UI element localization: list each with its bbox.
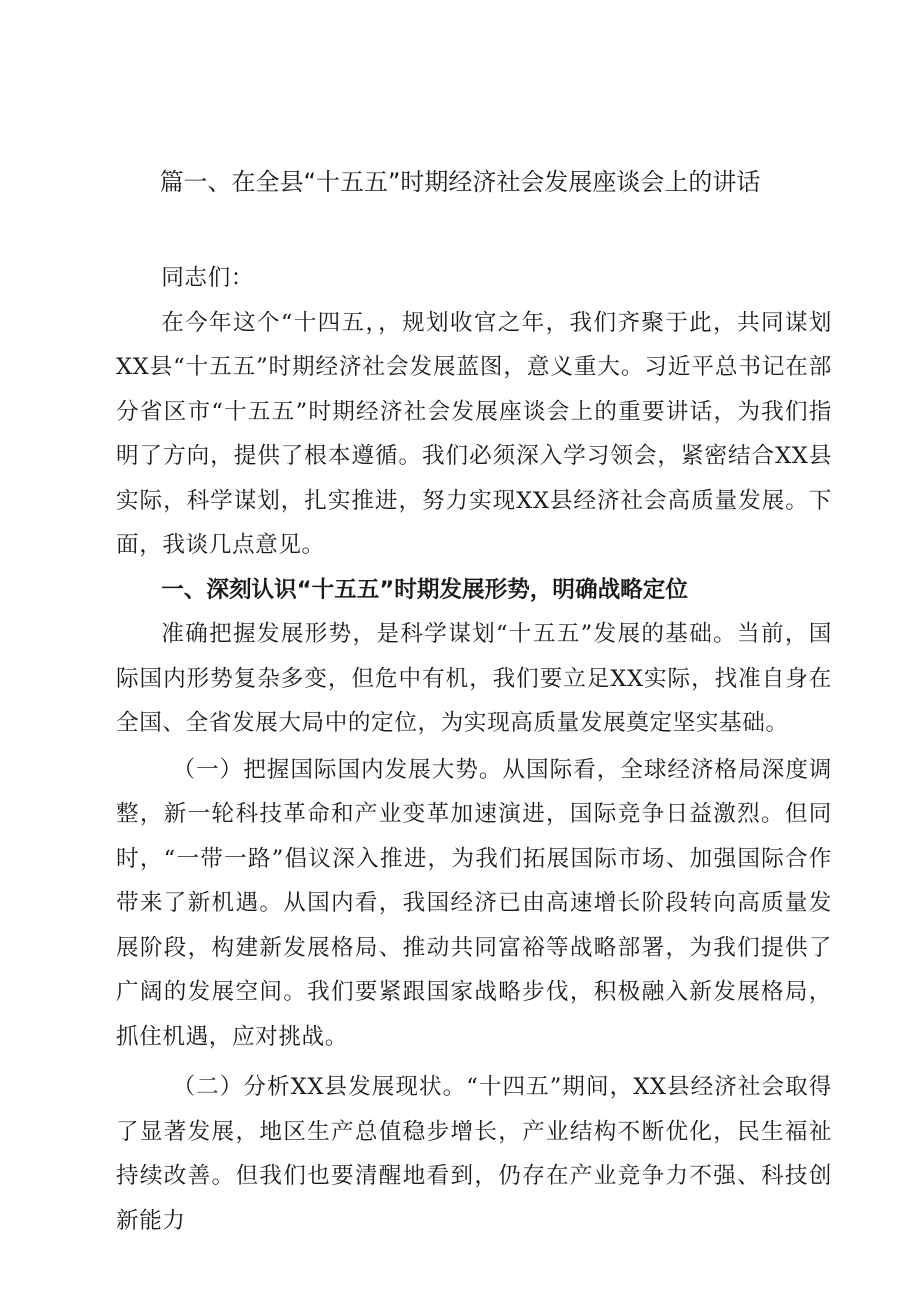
subsection-2-paragraph: （二）分析XX县发展现状。“十四五”期间，XX县经济社会取得了显著发展，地区生产总值稳步增长，产业结构不断优化，民生福祉持续改善。但我们也要清醒地看到，仍存在产业竞争力不强、科技创新能力 [116,1074,832,1234]
document-title: 篇一、在全县“十五五”时期经济社会发展座谈会上的讲话 [159,168,761,196]
document-body [116,256,832,1243]
section-1-intro-paragraph: 准确把握发展形势，是科学谋划“十五五”发展的基础。当前，国际国内形势复杂多变，但危中有机，我们要立足XX实际，找准自身在全国、全省发展大局中的定位，为实现高质量发展奠定坚实基础。 [116,621,832,736]
section-1-heading: 一、深刻认识“十五五”时期发展形势，明确战略定位 [161,576,688,603]
intro-paragraph: 在今年这个“十四五，，规划收官之年，我们齐聚于此，共同谋划XX县“十五五”时期经济社会发展蓝图，意义重大。习近平总书记在部分省区市“十五五”时期经济社会发展座谈会上的重要讲话，为我们指明了方向，提供了根本遵循。我们必须深入学习领会，紧密结合XX县实际，科学谋划，扎实推进，努力实现XX县经济社会高质量发展。下面，我谈几点意见。 [116,309,832,558]
subsection-1-paragraph: （一）把握国际国内发展大势。从国际看，全球经济格局深度调整，新一轮科技革命和产业变革加速演进，国际竞争日益激烈。但同时，“一带一路”倡议深入推进，为我们拓展国际市场、加强国际合作带来了新机遇。从国内看，我国经济已由高速增长阶段转向高质量发展阶段，构建新发展格局、推动共同富裕等战略部署，为我们提供了广阔的发展空间。我们要紧跟国家战略步伐，积极融入新发展格局，抓住机遇，应对挑战。 [116,756,832,1050]
greeting: 同志们： [161,265,254,291]
